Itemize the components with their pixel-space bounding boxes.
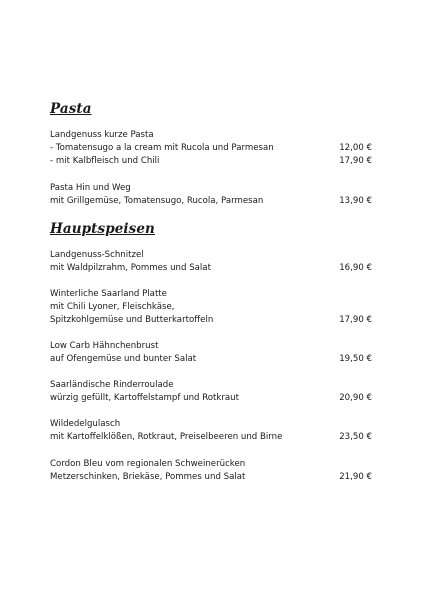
dish-price: 21,90 €: [339, 472, 372, 482]
dish-variant: - mit Kalbfleisch und Chili: [50, 156, 160, 166]
dish-price: 16,90 €: [339, 263, 372, 273]
menu-item-cordon-bleu: [50, 458, 372, 484]
dish-price: 17,90 €: [339, 156, 372, 166]
menu-item-wildedelgulasch: [50, 418, 372, 444]
dish-description: auf Ofengemüse und bunter Salat: [50, 354, 197, 364]
dish-price: 19,50 €: [339, 354, 372, 364]
dish-price: 12,00 €: [339, 143, 372, 153]
menu-line: [50, 262, 372, 275]
menu-line: [50, 314, 372, 327]
menu-line: [50, 353, 372, 366]
dish-name: Cordon Bleu vom regionalen Schweinerücken: [50, 459, 246, 469]
dish-description: würzig gefüllt, Kartoffelstampf und Rotkraut: [50, 393, 240, 403]
dish-price: 23,50 €: [339, 432, 372, 442]
dish-price: 13,90 €: [339, 196, 372, 206]
menu-line: [50, 379, 372, 392]
menu-line: [50, 155, 372, 168]
dish-name: Saarländische Rinderroulade: [50, 380, 174, 390]
section-title-pasta: Pasta: [50, 101, 92, 117]
dish-name: Pasta Hin und Weg: [50, 183, 131, 193]
menu-line: [50, 431, 372, 444]
menu-item-low-carb-haehnchenbrust: [50, 340, 372, 366]
menu-item-rinderroulade: [50, 379, 372, 405]
dish-variant: - Tomatensugo a la cream mit Rucola und Parmesan: [50, 143, 274, 153]
menu-line: [50, 458, 372, 471]
menu-line: [50, 129, 372, 142]
dish-name: Winterliche Saarland Platte: [50, 289, 167, 299]
dish-name: Low Carb Hähnchenbrust: [50, 341, 159, 351]
menu-line: [50, 182, 372, 195]
dish-price: 17,90 €: [339, 315, 372, 325]
dish-name: Landgenuss kurze Pasta: [50, 130, 154, 140]
menu-line: [50, 142, 372, 155]
menu-line: [50, 392, 372, 405]
menu-item-landgenuss-schnitzel: [50, 249, 372, 275]
dish-description: Spitzkohlgemüse und Butterkartoffeln: [50, 315, 214, 325]
dish-description: mit Chili Lyoner, Fleischkäse,: [50, 302, 175, 312]
menu-item-landgenuss-kurze-pasta: [50, 129, 372, 168]
menu-line: [50, 288, 372, 301]
menu-line: [50, 340, 372, 353]
dish-description: mit Kartoffelklößen, Rotkraut, Preiselbeeren und Birne: [50, 432, 283, 442]
menu-line: [50, 195, 372, 208]
menu-line: [50, 249, 372, 262]
menu-line: [50, 418, 372, 431]
dish-description: mit Grillgemüse, Tomatensugo, Rucola, Parmesan: [50, 196, 264, 206]
menu-item-pasta-hin-und-weg: [50, 182, 372, 208]
dish-name: Wildedelgulasch: [50, 419, 121, 429]
dish-description: Metzerschinken, Briekäse, Pommes und Salat: [50, 472, 246, 482]
menu-item-saarland-platte: [50, 288, 372, 327]
section-title-hauptspeisen: Hauptspeisen: [50, 221, 155, 237]
menu-line: [50, 471, 372, 484]
dish-price: 20,90 €: [339, 393, 372, 403]
dish-name: Landgenuss-Schnitzel: [50, 250, 144, 260]
menu-line: [50, 301, 372, 314]
dish-description: mit Waldpilzrahm, Pommes und Salat: [50, 263, 211, 273]
